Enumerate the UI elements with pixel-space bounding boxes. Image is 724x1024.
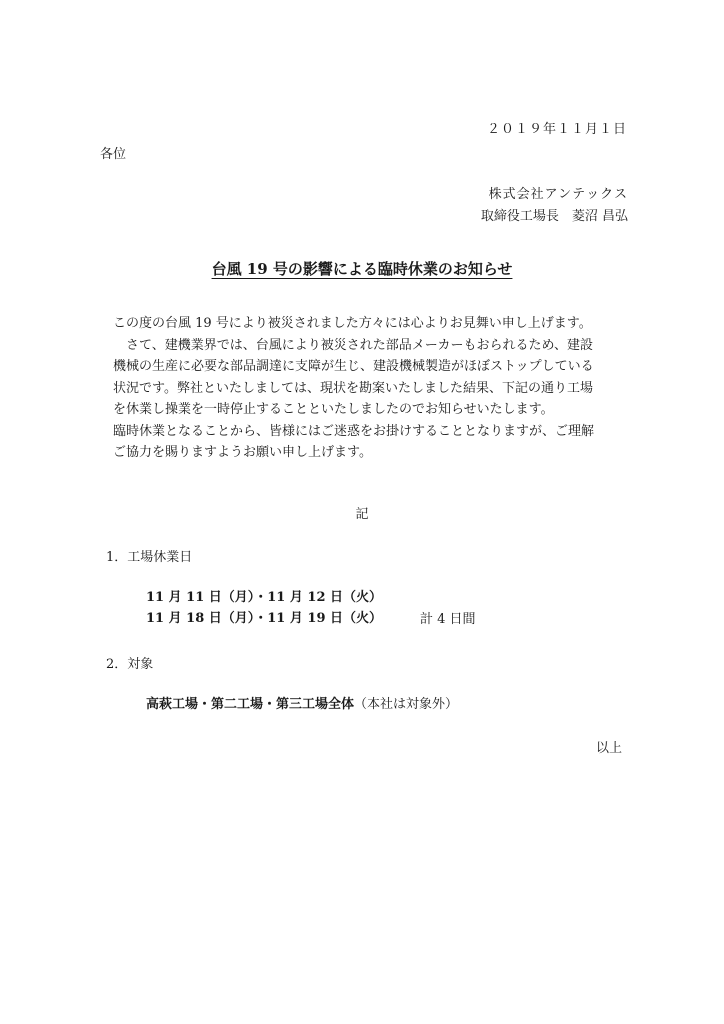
company-name: 株式会社アンテックス: [488, 187, 628, 202]
recipient: 各位: [100, 147, 127, 162]
body-line: この度の台風 19 号により被災されました方々には心よりお見舞い申し上げます。: [113, 316, 592, 331]
target-facilities-list: 高萩工場・第二工場・第三工場全体: [146, 697, 355, 712]
closing-word: 以上: [595, 741, 622, 756]
closure-total: 計 4 日間: [420, 612, 476, 627]
target-facilities: [146, 693, 458, 712]
target-note: （本社は対象外）: [354, 697, 459, 712]
document-date: ２０１９年１１月１日: [486, 122, 627, 137]
body-line: 臨時休業となることから、皆様にはご迷惑をお掛けすることとなりますが、ご理解: [113, 423, 595, 439]
notice-title: [0, 258, 724, 279]
body-line: を休業し操業を一時停止することといたしましたのでお知らせいたします。: [113, 402, 554, 417]
body-line: 機械の生産に必要な部品調達に支障が生じ、建設機械製造がほぼストップしている: [113, 359, 594, 374]
signer: 取締役工場長 菱沼 昌弘: [480, 209, 628, 224]
body-line: 状況です。弊社といたしましては、現状を勘案いたしました結果、下記の通り工場: [113, 380, 593, 396]
ki-heading: 記: [355, 507, 369, 522]
closure-date-line: 11 月 11 日（月）・11 月 12 日（火）: [146, 590, 383, 605]
body-line: さて、建機業界では、台風により被災された部品メーカーもおられるため、建設: [113, 337, 593, 353]
notice-title-text: 台風 19 号の影響による臨時休業のお知らせ: [211, 260, 513, 278]
closure-dates: [146, 587, 382, 629]
section-closure-days-heading: 1．工場休業日: [106, 550, 193, 565]
body-line: ご協力を賜りますようお願い申し上げます。: [113, 445, 372, 460]
section-target-heading: 2．対象: [106, 657, 154, 672]
body-paragraph: [113, 313, 631, 464]
closure-date-line: 11 月 18 日（月）・11 月 19 日（火）: [146, 611, 383, 626]
